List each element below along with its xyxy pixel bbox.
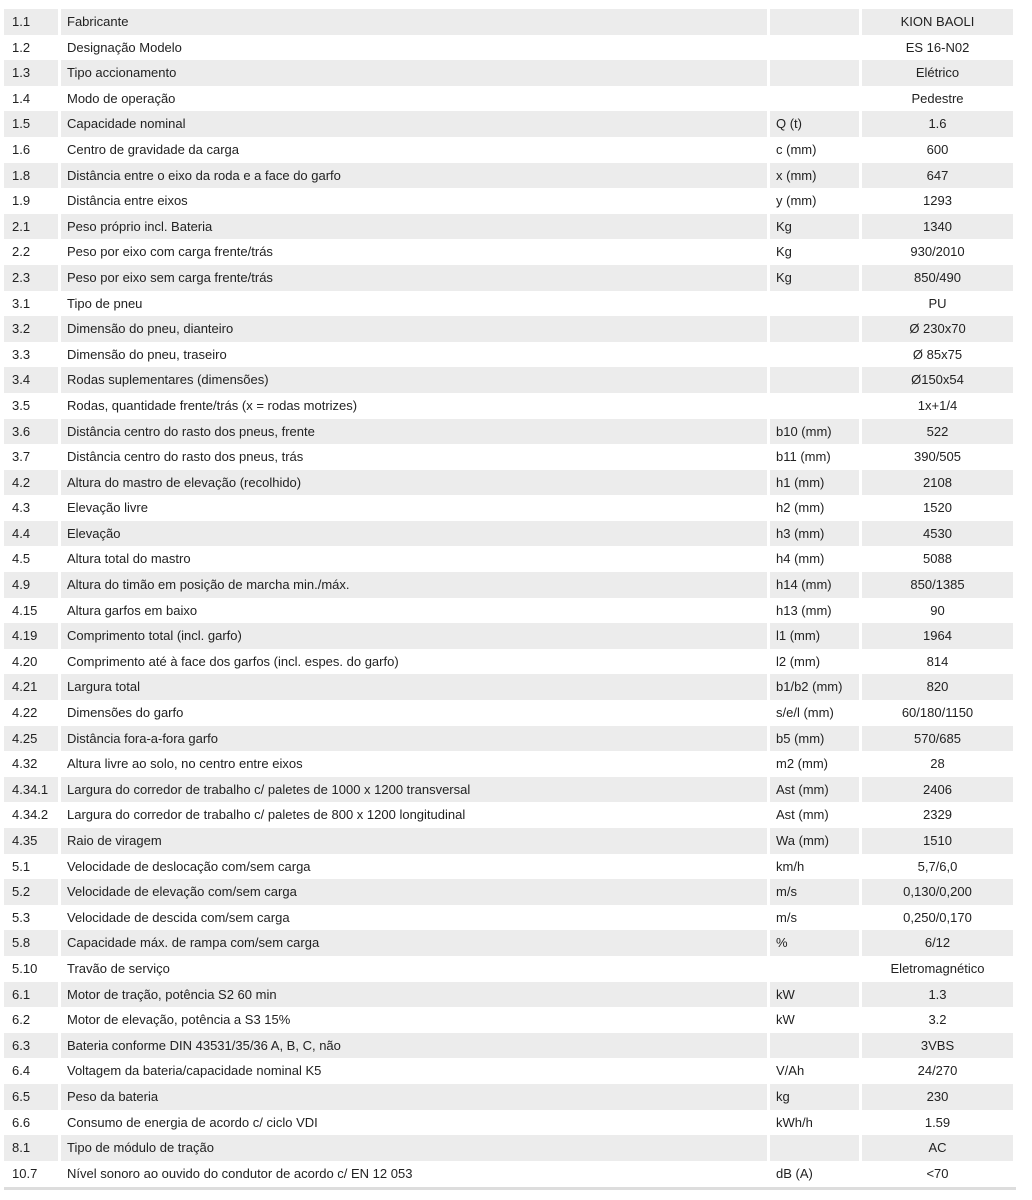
row-number: 1.2 [12,39,31,55]
row-unit: Ast (mm) [770,777,859,803]
row-description: Comprimento total (incl. garfo) [61,623,767,649]
row-number: 4.19 [4,623,58,649]
table-row [4,521,1013,547]
row-value: 3.2 [928,1012,947,1028]
table-row [4,930,1013,956]
row-number: 4.4 [4,521,58,547]
row-unit: x (mm) [770,163,859,189]
row-unit: m2 (mm) [776,756,828,772]
row-value: 1964 [862,623,1013,649]
row-value: 1x+1/4 [917,397,958,413]
table-row [4,956,1013,982]
row-value: 4530 [862,521,1013,547]
row-unit: h13 (mm) [776,602,832,618]
table-row [4,316,1013,342]
row-description: Altura do mastro de elevação (recolhido) [61,470,767,496]
row-unit: dB (A) [776,1165,813,1181]
row-number: 3.5 [12,397,31,413]
table-row [4,982,1013,1008]
row-value: 1.59 [924,1114,951,1130]
row-number: 3.6 [4,419,58,445]
table-row [4,1007,1013,1033]
row-number: 4.2 [4,470,58,496]
table-row [4,905,1013,931]
row-description: Velocidade de deslocação com/sem carga [67,858,311,874]
row-unit: Kg [770,214,859,240]
row-unit [770,35,859,61]
row-unit: Kg [776,244,792,260]
row-unit: kWh/h [776,1114,813,1130]
row-number: 5.1 [12,858,31,874]
row-description: Rodas, quantidade frente/trás (x = rodas motrizes) [67,397,358,413]
table-row [4,649,1013,675]
row-value: KION BAOLI [862,9,1013,35]
row-value: 2406 [862,777,1013,803]
row-value: 230 [862,1084,1013,1110]
row-unit [770,956,859,982]
row-unit [770,291,859,317]
table-row [4,188,1013,214]
row-unit [770,9,859,35]
row-description: Distância centro do rasto dos pneus, trás [67,449,304,465]
row-unit: h3 (mm) [770,521,859,547]
row-number: 6.5 [4,1084,58,1110]
table-row [4,726,1013,752]
row-number: 3.3 [12,346,31,362]
row-number: 3.2 [4,316,58,342]
row-description: Tipo accionamento [61,60,767,86]
row-number: 4.15 [12,602,38,618]
row-unit: km/h [776,858,805,874]
table-row [4,598,1013,624]
row-description: Nível sonoro ao ouvido do condutor de acordo c/ EN 12 053 [67,1165,413,1181]
row-number: 6.3 [4,1033,58,1059]
table-row [4,854,1013,880]
row-value: 3VBS [862,1033,1013,1059]
row-description: Consumo de energia de acordo c/ ciclo VDI [67,1114,318,1130]
row-value: 930/2010 [910,244,965,260]
table-row [4,86,1013,112]
row-unit: Ast (mm) [776,807,829,823]
row-unit: s/e/l (mm) [776,705,834,721]
row-value: 1.6 [862,111,1013,137]
row-description: Elevação [61,521,767,547]
row-number: 1.4 [12,90,31,106]
row-value: 0,250/0,170 [903,909,972,925]
row-value: 28 [930,756,945,772]
row-number: 2.3 [4,265,58,291]
row-value: <70 [926,1165,949,1181]
row-description: Raio de viragem [61,828,767,854]
row-description: Travão de serviço [67,960,170,976]
row-value: 0,130/0,200 [862,879,1013,905]
row-number: 5.8 [4,930,58,956]
row-number: 4.22 [12,705,38,721]
row-value: PU [928,295,947,311]
table-row [4,1058,1013,1084]
row-number: 1.8 [4,163,58,189]
row-value: 570/685 [862,726,1013,752]
row-description: Distância fora-a-fora garfo [61,726,767,752]
row-unit [770,393,859,419]
row-description: Voltagem da bateria/capacidade nominal K5 [67,1063,322,1079]
row-value: 5,7/6,0 [917,858,958,874]
table-row [4,1033,1013,1059]
row-value: 600 [926,141,949,157]
table-row [4,9,1013,35]
row-value: 522 [862,419,1013,445]
row-description: Motor de tração, potência S2 60 min [61,982,767,1008]
row-description: Dimensões do garfo [67,705,184,721]
table-row [4,444,1013,470]
table-bottom-rule [4,1187,1016,1190]
table-row [4,1161,1013,1187]
row-number: 4.32 [12,756,38,772]
table-row [4,265,1013,291]
row-unit: kg [770,1084,859,1110]
row-description: Rodas suplementares (dimensões) [61,367,767,393]
row-unit: V/Ah [776,1063,805,1079]
table-row [4,879,1013,905]
row-description: Largura do corredor de trabalho c/ paletes de 1000 x 1200 transversal [61,777,767,803]
row-value: 820 [862,674,1013,700]
row-value: 814 [926,653,949,669]
row-number: 5.2 [4,879,58,905]
row-unit [770,316,859,342]
row-value: 1.3 [862,982,1013,1008]
row-number: 1.1 [4,9,58,35]
row-value: 1520 [923,500,952,516]
row-value: 24/270 [917,1063,958,1079]
row-description: Comprimento até à face dos garfos (incl. espes. do garfo) [67,653,399,669]
row-unit: h2 (mm) [776,500,825,516]
row-unit: h4 (mm) [776,551,825,567]
row-unit: b1/b2 (mm) [770,674,859,700]
row-number: 10.7 [12,1165,38,1181]
row-value: 2108 [862,470,1013,496]
row-unit: m/s [776,909,797,925]
row-description: Largura do corredor de trabalho c/ paletes de 800 x 1200 longitudinal [67,807,466,823]
row-description: Largura total [61,674,767,700]
row-description: Motor de elevação, potência a S3 15% [67,1012,291,1028]
table-row [4,1110,1013,1136]
table-row [4,802,1013,828]
row-unit: kW [770,982,859,1008]
row-description: Peso da bateria [61,1084,767,1110]
table-row [4,546,1013,572]
row-value: Pedestre [911,90,964,106]
row-description: Fabricante [61,9,767,35]
table-row [4,214,1013,240]
table-row [4,239,1013,265]
table-row [4,674,1013,700]
row-description: Peso por eixo sem carga frente/trás [61,265,767,291]
table-row [4,470,1013,496]
row-value: 850/1385 [862,572,1013,598]
row-value: Ø 230x70 [862,316,1013,342]
row-number: 4.34.1 [4,777,58,803]
row-description: Bateria conforme DIN 43531/35/36 A, B, C, não [61,1033,767,1059]
row-unit [770,367,859,393]
row-number: 6.1 [4,982,58,1008]
row-description: Altura total do mastro [67,551,191,567]
row-unit: c (mm) [776,141,817,157]
row-unit [770,342,859,368]
row-value: Elétrico [862,60,1013,86]
row-description: Tipo de módulo de tração [61,1135,767,1161]
table-row [4,1084,1013,1110]
row-unit: b5 (mm) [770,726,859,752]
table-row [4,777,1013,803]
row-unit: l1 (mm) [770,623,859,649]
row-value: 1510 [862,828,1013,854]
row-number: 5.10 [12,960,38,976]
row-description: Designação Modelo [67,39,182,55]
row-description: Tipo de pneu [67,295,143,311]
row-number: 1.9 [12,193,31,209]
row-value: Eletromagnético [890,960,985,976]
row-description: Velocidade de elevação com/sem carga [61,879,767,905]
row-value: Ø150x54 [862,367,1013,393]
table-row [4,419,1013,445]
row-value: AC [862,1135,1013,1161]
row-description: Altura livre ao solo, no centro entre eixos [67,756,303,772]
table-row [4,572,1013,598]
row-description: Distância entre eixos [67,193,188,209]
row-number: 4.34.2 [12,807,49,823]
row-unit: kW [776,1012,795,1028]
row-description: Peso próprio incl. Bateria [61,214,767,240]
row-number: 4.35 [4,828,58,854]
row-value: 850/490 [862,265,1013,291]
row-value: 6/12 [862,930,1013,956]
row-unit [770,1033,859,1059]
table-row [4,342,1013,368]
row-number: 1.5 [4,111,58,137]
row-unit: y (mm) [776,193,817,209]
table-row [4,751,1013,777]
row-value: 647 [862,163,1013,189]
row-number: 4.21 [4,674,58,700]
row-number: 6.2 [12,1012,31,1028]
table-row [4,623,1013,649]
row-unit: l2 (mm) [776,653,821,669]
row-description: Capacidade nominal [61,111,767,137]
row-value: 90 [930,602,945,618]
row-value: ES 16-N02 [905,39,970,55]
row-value: 390/505 [914,449,961,465]
row-description: Elevação livre [67,500,148,516]
row-unit [770,60,859,86]
row-number: 4.20 [12,653,38,669]
row-number: 6.4 [12,1063,31,1079]
table-row [4,393,1013,419]
row-description: Altura garfos em baixo [67,602,198,618]
row-number: 2.2 [12,244,31,260]
row-description: Altura do timão em posição de marcha min./máx. [61,572,767,598]
table-row [4,367,1013,393]
row-unit: h14 (mm) [770,572,859,598]
row-number: 4.5 [12,551,31,567]
row-number: 4.9 [4,572,58,598]
table-row [4,828,1013,854]
table-row [4,137,1013,163]
row-description: Velocidade de descida com/sem carga [67,909,290,925]
table-row [4,60,1013,86]
row-description: Distância centro do rasto dos pneus, frente [61,419,767,445]
table-row [4,700,1013,726]
spec-table-body [4,9,1013,1186]
row-number: 8.1 [4,1135,58,1161]
row-unit: Kg [770,265,859,291]
row-unit: h1 (mm) [770,470,859,496]
row-number: 3.1 [12,295,31,311]
table-row [4,163,1013,189]
row-description: Dimensão do pneu, dianteiro [61,316,767,342]
row-unit: Wa (mm) [770,828,859,854]
row-unit: Q (t) [770,111,859,137]
row-unit: b11 (mm) [776,449,831,465]
row-unit: m/s [770,879,859,905]
row-description: Centro de gravidade da carga [67,141,240,157]
row-description: Distância entre o eixo da roda e a face do garfo [61,163,767,189]
row-number: 1.3 [4,60,58,86]
row-number: 6.6 [12,1114,31,1130]
row-number: 3.4 [4,367,58,393]
row-number: 3.7 [12,449,31,465]
table-row [4,495,1013,521]
row-description: Peso por eixo com carga frente/trás [67,244,273,260]
row-value: 60/180/1150 [901,705,974,721]
row-unit [770,1135,859,1161]
row-number: 5.3 [12,909,31,925]
row-unit [770,86,859,112]
row-value: 2329 [923,807,952,823]
table-row [4,111,1013,137]
row-value: Ø 85x75 [912,346,963,362]
row-number: 4.3 [12,500,31,516]
row-unit: % [770,930,859,956]
row-value: 1340 [862,214,1013,240]
row-value: 1293 [923,193,952,209]
row-number: 4.25 [4,726,58,752]
row-value: 5088 [923,551,952,567]
row-description: Modo de operação [67,90,176,106]
row-unit: b10 (mm) [770,419,859,445]
row-number: 1.6 [12,141,31,157]
row-description: Dimensão do pneu, traseiro [67,346,227,362]
row-description: Capacidade máx. de rampa com/sem carga [61,930,767,956]
table-row [4,35,1013,61]
row-number: 2.1 [4,214,58,240]
table-row [4,291,1013,317]
table-row [4,1135,1013,1161]
spec-table [1,9,1016,1186]
